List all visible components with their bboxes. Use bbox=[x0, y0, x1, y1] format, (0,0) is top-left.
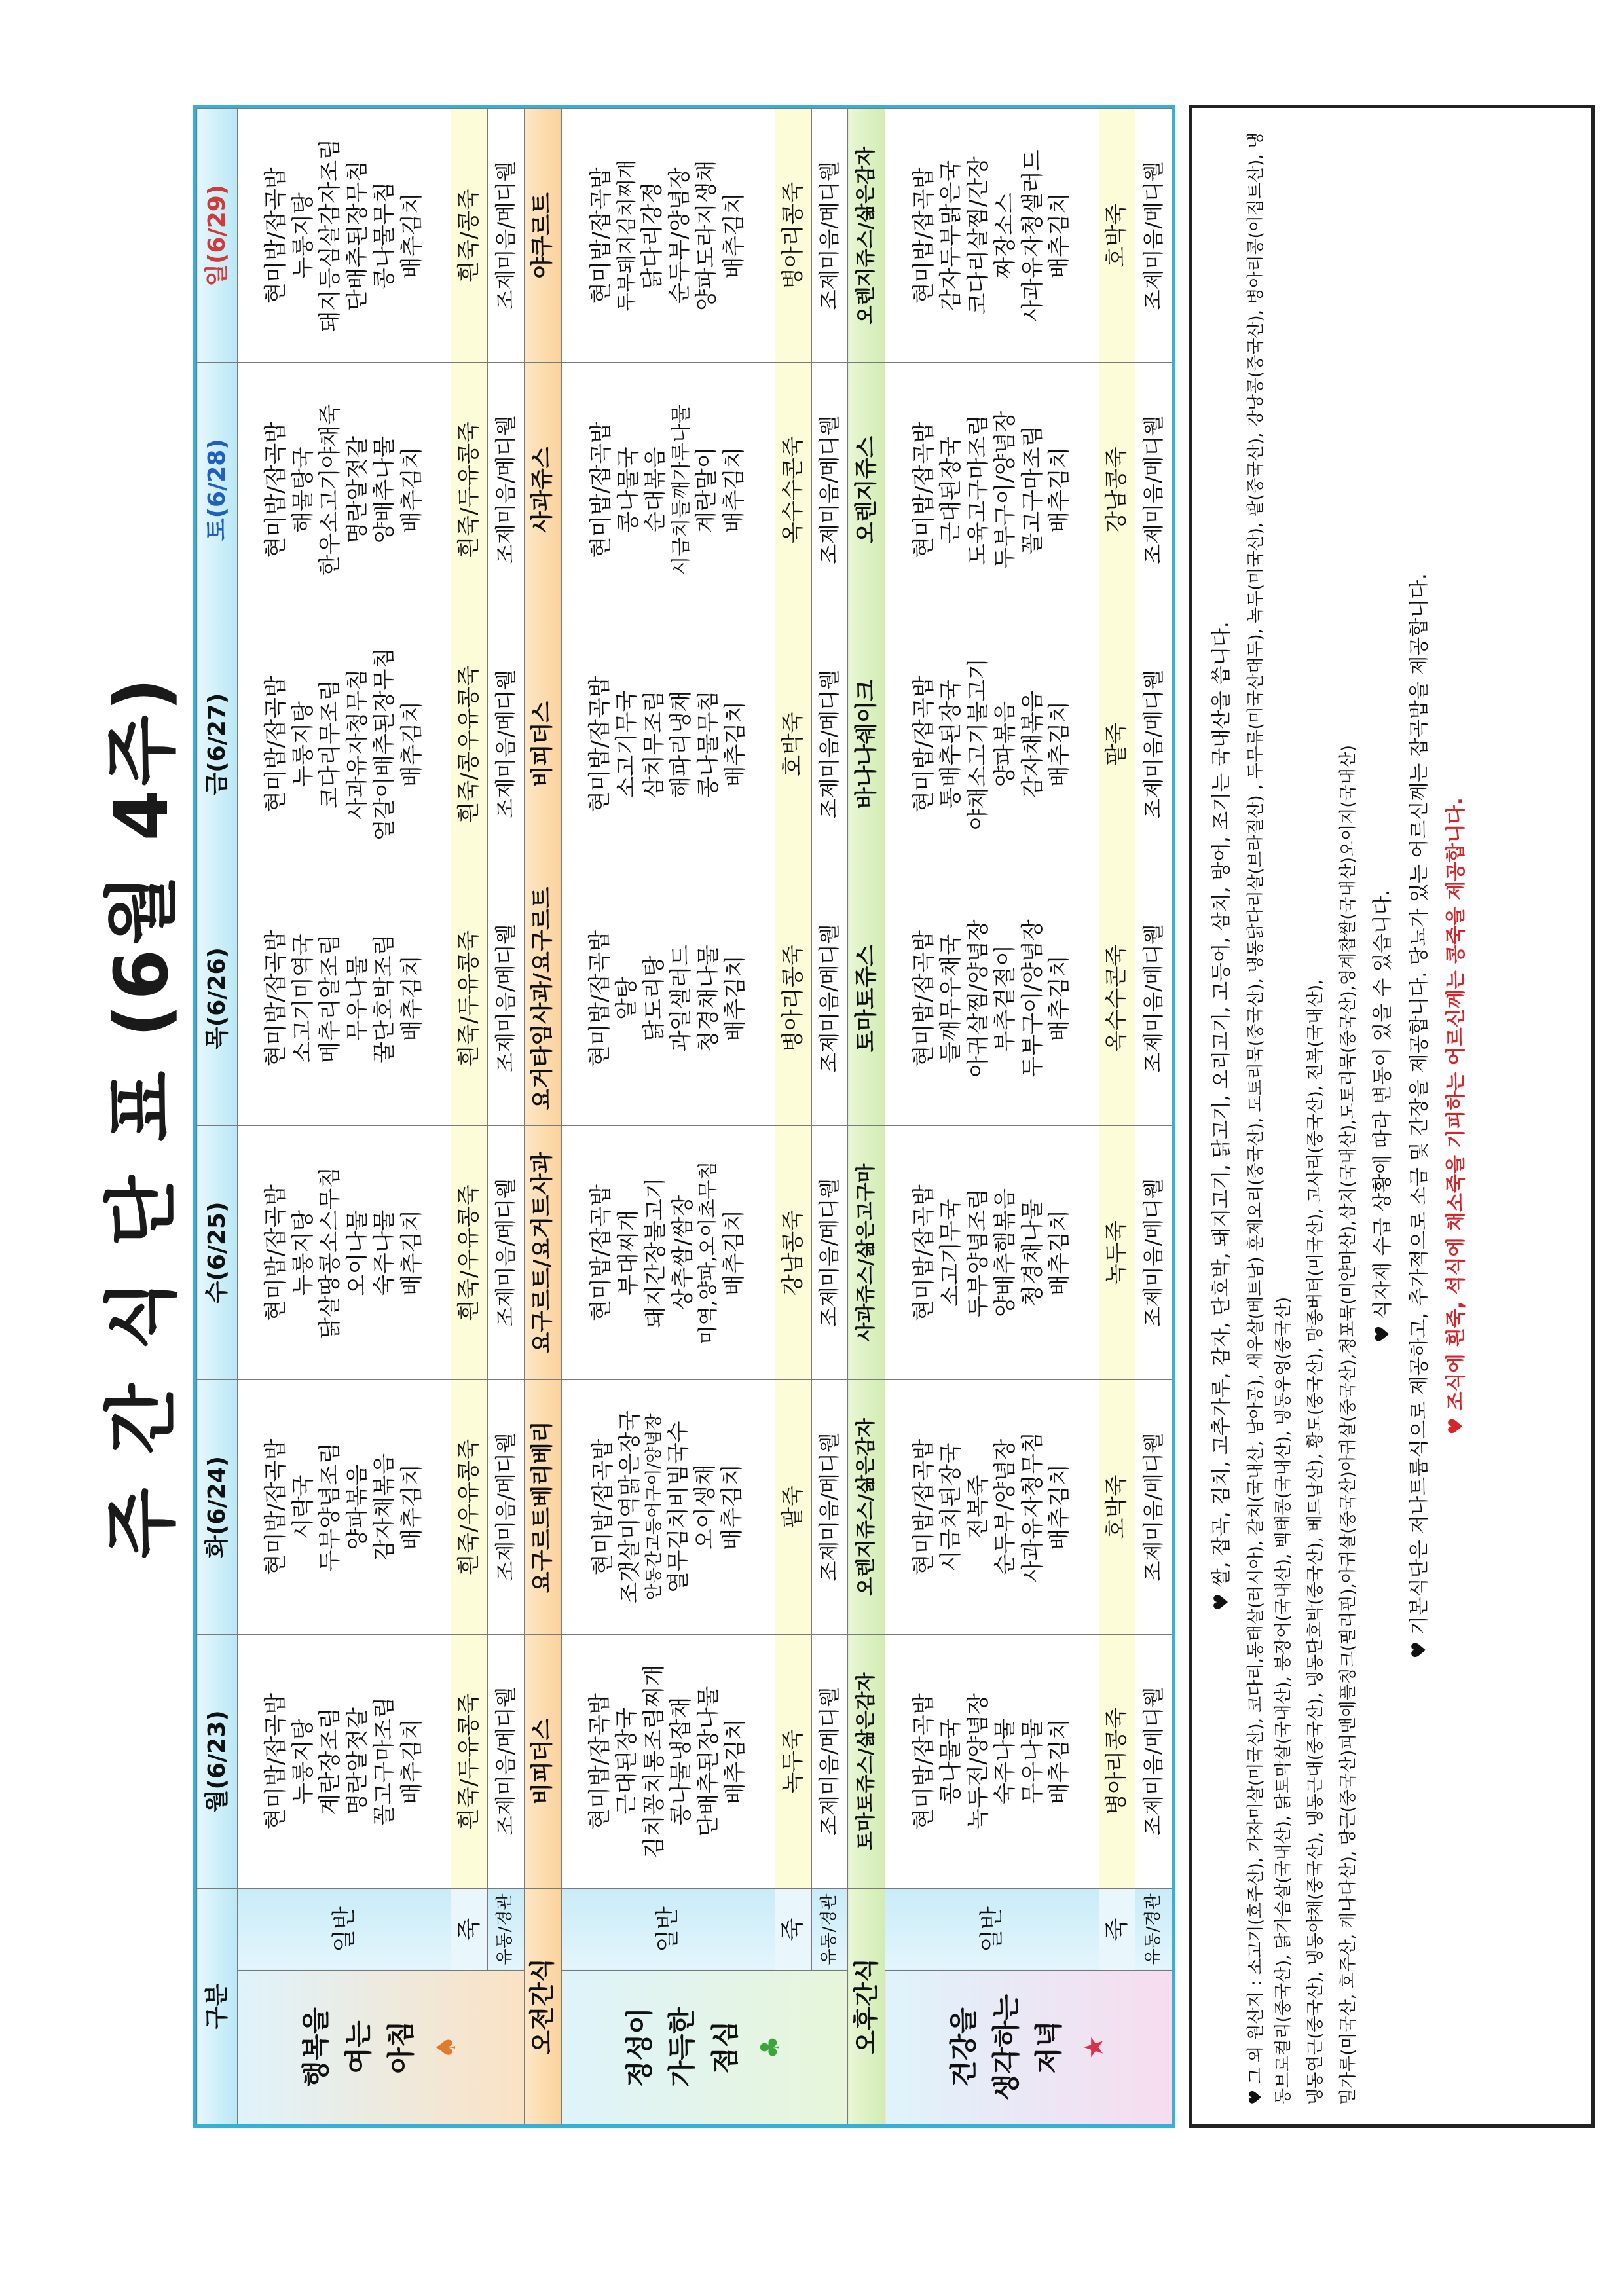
dish: 숙주나물 bbox=[371, 1209, 398, 1296]
dish: 순두부/양념장 bbox=[992, 1438, 1019, 1576]
dish: 현미밥/잡곡밥 bbox=[910, 421, 937, 558]
dish: 현미밥/잡곡밥 bbox=[588, 167, 615, 304]
dish: 양배추나물 bbox=[371, 436, 398, 544]
breakfast-label bbox=[238, 1971, 525, 2124]
dish: 배추김치 bbox=[722, 1718, 749, 1804]
dinner-label-line: 저녁 bbox=[1033, 2020, 1065, 2074]
breakfast-diet-tue: 조제미음/메디웰 bbox=[487, 1380, 524, 1634]
lunch-diet-tue: 조제미음/메디웰 bbox=[811, 1380, 848, 1634]
dish: 배추김치 bbox=[722, 701, 749, 788]
dish: 조갯살미역맑은장국 bbox=[617, 1410, 644, 1604]
lunch-juk-sat: 옥수수콘죽 bbox=[775, 363, 812, 617]
dish: 닭도리탕 bbox=[640, 955, 667, 1042]
breakfast-diet-mon: 조제미음/메디웰 bbox=[487, 1634, 524, 1888]
dish: 현미밥/잡곡밥 bbox=[910, 676, 937, 812]
dish: 청경채나물 bbox=[1019, 1199, 1046, 1307]
note-origin-detail: ♥ 그 외 원산지 : 소고기(호주산), 가자미살(미국산), 코다리,동태살(러시아), 갈치(국내산, 남아공), 새우살(베트남) 훈제오리(중국산), 도토리묵(중국산), 냉동닭다리살(브라질산) , 두무류(미국산대두), 녹두(미국산), 팥(중국산), 강낭콩(중국산), 병아리콩(이집트산), 냉동브로컬리(중국산), 닭가슴살(국내산), 닭토막살(국내산), 붕장어(국내산), 백태콩(국내산), 냉동우엉(중국산) bbox=[1246, 132, 1293, 2105]
dish: 단배추된장나물 bbox=[695, 1686, 722, 1837]
breakfast-juk-fri: 흰죽/콩우유콩죽 bbox=[451, 617, 488, 871]
note-origin-detail-3: 밀가루(미국산, 호주산, 캐나다산), 당근(중국산)피맨애플칭크(필리핀),아귀살(중국산)아귀살(중국산),청포묵(미얀마산),삼치(국내산),도토리묵(중국산),영계찹쌀(국내산)오이지(국내산) bbox=[1338, 744, 1358, 2105]
dish: 오이나물 bbox=[344, 1209, 371, 1296]
dish: 콩나물국 bbox=[938, 1718, 965, 1804]
am-snack-fri: 비피더스 bbox=[524, 617, 561, 871]
breakfast-juk-tue: 흰죽/우유콩죽 bbox=[451, 1380, 488, 1634]
dish: 열무김치비빔국수 bbox=[665, 1421, 692, 1594]
header-day-wed: 수(6/25) bbox=[197, 1125, 238, 1379]
dish: 현미밥/잡곡밥 bbox=[910, 1693, 937, 1830]
dish: 두부구이/양념장 bbox=[992, 410, 1019, 569]
dish: 명란알젓갈 bbox=[344, 1707, 371, 1815]
dish: 배추김치 bbox=[1046, 192, 1073, 279]
dish: 사과유자청무침 bbox=[344, 668, 371, 820]
breakfast-mon bbox=[238, 1634, 451, 1888]
lunch-sat bbox=[561, 363, 775, 617]
lunch-diet-wed: 조제미음/메디웰 bbox=[811, 1125, 848, 1379]
notes-box bbox=[1189, 105, 1595, 2128]
dish: 누룽지탕 bbox=[289, 1209, 316, 1296]
pm-snack-wed: 사과쥬스/삶은고구마 bbox=[848, 1125, 885, 1379]
dish: 현미밥/잡곡밥 bbox=[586, 930, 613, 1067]
breakfast-diet-fri: 조제미음/메디웰 bbox=[487, 617, 524, 871]
note-basic-diet: ♥ 기본식단은 저나트륨식으로 제공하고, 추가적으로 소금 및 간장을 제공합니다. 당뇨가 있는 어르신께는 잡곡밥을 제공합니다. bbox=[1408, 574, 1431, 1659]
dish: 배추김치 bbox=[719, 1464, 746, 1550]
breakfast-sat bbox=[238, 363, 451, 617]
am-snack-sat: 사과쥬스 bbox=[524, 363, 561, 617]
dish: 아귀살찜/양념장 bbox=[965, 919, 991, 1078]
am-snack-label: 오전간식 bbox=[524, 1889, 561, 2124]
dish: 부대찌개 bbox=[615, 1209, 642, 1296]
am-snack-mon: 비피더스 bbox=[524, 1634, 561, 1888]
spade-icon: ♠ bbox=[431, 2035, 462, 2059]
dish: 야채소고기불고기 bbox=[965, 658, 991, 830]
dish: 무우나물 bbox=[344, 955, 371, 1042]
dish: 배추김치 bbox=[1046, 1464, 1073, 1550]
dish: 두부양념조림 bbox=[317, 1442, 344, 1572]
lunch-diet-label: 유동/경관 bbox=[811, 1889, 848, 1971]
lunch-thu bbox=[561, 871, 775, 1125]
dish: 배추김치 bbox=[398, 446, 425, 533]
breakfast-label-line: 여는 bbox=[342, 2020, 375, 2074]
dish: 전복죽 bbox=[965, 1474, 991, 1540]
dish: 배추김치 bbox=[398, 192, 425, 279]
lunch-diet-mon: 조제미음/메디웰 bbox=[811, 1634, 848, 1888]
breakfast-juk-sun: 흰죽/콩죽 bbox=[451, 109, 488, 363]
star-icon: ★ bbox=[1079, 2035, 1110, 2059]
dish: 짜장소스 bbox=[992, 192, 1019, 279]
dinner-sat bbox=[885, 363, 1099, 617]
dish: 과일샐러드 bbox=[668, 944, 695, 1053]
dinner-juk-wed: 녹두죽 bbox=[1099, 1125, 1135, 1379]
dish: 순대볶음 bbox=[642, 446, 669, 533]
dish: 콩나물무침 bbox=[371, 181, 398, 289]
dish: 해물탕국 bbox=[289, 446, 316, 533]
dish: 얼갈이배추된장무침 bbox=[371, 647, 398, 841]
dish: 숙주나물 bbox=[992, 1718, 1019, 1804]
lunch-tue bbox=[561, 1380, 775, 1634]
dish: 감자채볶음 bbox=[371, 1453, 398, 1561]
dish: 배추김치 bbox=[722, 955, 749, 1042]
dinner-juk-sat: 강남콩죽 bbox=[1099, 363, 1135, 617]
dish: 코다리살찜/간장 bbox=[965, 156, 991, 315]
dish: 닭다리강정 bbox=[639, 181, 666, 289]
dish: 현미밥/잡곡밥 bbox=[910, 167, 937, 304]
breakfast-wed bbox=[238, 1125, 451, 1379]
dish: 현미밥/잡곡밥 bbox=[910, 1184, 937, 1321]
dish: 현미밥/잡곡밥 bbox=[589, 1438, 616, 1576]
dish: 배추김치 bbox=[398, 1209, 425, 1296]
dinner-tue bbox=[885, 1380, 1099, 1634]
dish: 배추김치 bbox=[398, 701, 425, 788]
dish: 시금치들깨가루나물 bbox=[669, 404, 693, 575]
dish: 배추김치 bbox=[720, 446, 747, 533]
header-day-fri: 금(6/27) bbox=[197, 617, 238, 871]
dish: 한우소고기야채죽 bbox=[317, 403, 344, 576]
dish: 근대된장국 bbox=[614, 1707, 640, 1815]
dinner-diet-fri: 조제미음/메디웰 bbox=[1135, 617, 1172, 871]
dinner-diet-sun: 조제미음/메디웰 bbox=[1135, 109, 1172, 363]
dish: 현미밥/잡곡밥 bbox=[586, 1693, 613, 1830]
dish: 감자두부맑은국 bbox=[938, 160, 965, 311]
dish: 현미밥/잡곡밥 bbox=[263, 167, 289, 304]
lunch-label-line: 점심 bbox=[709, 2020, 741, 2074]
dish: 근대된장국 bbox=[938, 436, 965, 544]
header-day-mon: 월(6/23) bbox=[197, 1634, 238, 1888]
dinner-juk-sun: 호박죽 bbox=[1099, 109, 1135, 363]
dish: 현미밥/잡곡밥 bbox=[586, 676, 613, 812]
dish: 배추김치 bbox=[1046, 701, 1073, 788]
dish: 감자채볶음 bbox=[1019, 690, 1046, 798]
dish: 두부구이/양념장 bbox=[1019, 919, 1046, 1078]
header-day-tue: 화(6/24) bbox=[197, 1380, 238, 1634]
dish: 단배추된장무침 bbox=[344, 160, 371, 311]
dish: 양파볶음 bbox=[992, 701, 1019, 788]
dish: 해파리냉채 bbox=[668, 690, 695, 798]
lunch-label-line: 정성이 bbox=[623, 2007, 656, 2087]
dish: 김치꽁치통조림찌개 bbox=[640, 1664, 667, 1859]
pm-snack-label: 오후간식 bbox=[848, 1889, 885, 2124]
header-gubun: 구분 bbox=[197, 1889, 238, 2124]
dish: 무우나물 bbox=[1019, 1718, 1046, 1804]
am-snack-tue: 요구르트베리베리 bbox=[524, 1380, 561, 1634]
dish: 현미밥/잡곡밥 bbox=[263, 1693, 289, 1830]
dish: 도육고구마조림 bbox=[965, 414, 991, 566]
dish: 돼지간장불고기 bbox=[642, 1177, 669, 1328]
lunch-wed bbox=[561, 1125, 775, 1379]
menu-table bbox=[196, 108, 1172, 2124]
dinner-label-line: 생각하는 bbox=[990, 1994, 1023, 2101]
lunch-sun bbox=[561, 109, 775, 363]
dish: 두부양념조림 bbox=[965, 1188, 991, 1317]
breakfast-thu bbox=[238, 871, 451, 1125]
dish: 계란말이 bbox=[693, 446, 720, 533]
dish: 소고기미역국 bbox=[289, 934, 316, 1063]
lunch-juk-label: 죽 bbox=[775, 1889, 812, 1971]
am-snack-thu: 요거타임사과/요구르트 bbox=[524, 871, 561, 1125]
dish: 미역,양파,오이초무침 bbox=[697, 1161, 720, 1345]
lunch-diet-thu: 조제미음/메디웰 bbox=[811, 871, 848, 1125]
lunch-juk-thu: 병아리콩죽 bbox=[775, 871, 812, 1125]
club-icon: ♣ bbox=[755, 2035, 786, 2059]
dish: 꿀단호박조림 bbox=[371, 934, 398, 1063]
breakfast-sun bbox=[238, 109, 451, 363]
dish: 녹두전/양념장 bbox=[965, 1693, 991, 1830]
dinner-juk-tue: 호박죽 bbox=[1099, 1380, 1135, 1634]
pm-snack-mon: 토마토쥬스/삶은감자 bbox=[848, 1634, 885, 1888]
pm-snack-sat: 오렌지쥬스 bbox=[848, 363, 885, 617]
dinner-diet-wed: 조제미음/메디웰 bbox=[1135, 1125, 1172, 1379]
breakfast-diet-thu: 조제미음/메디웰 bbox=[487, 871, 524, 1125]
dish: 양파볶음 bbox=[344, 1464, 371, 1550]
dinner-label-line: 건강을 bbox=[948, 2007, 980, 2087]
lunch-label bbox=[561, 1971, 848, 2124]
dinner-thu bbox=[885, 871, 1099, 1125]
pm-snack-sun: 오렌지쥬스/삶은감자 bbox=[848, 109, 885, 363]
dinner-juk-mon: 병아리콩죽 bbox=[1099, 1634, 1135, 1888]
am-snack-sun: 야쿠르트 bbox=[524, 109, 561, 363]
dish: 배추김치 bbox=[1046, 1718, 1073, 1804]
dish: 사과유자청샐러드 bbox=[1019, 149, 1046, 322]
lunch-diet-fri: 조제미음/메디웰 bbox=[811, 617, 848, 871]
dish: 꼴고구마조림 bbox=[1019, 425, 1046, 555]
dish: 누룽지탕 bbox=[289, 1718, 316, 1804]
dish: 시락국 bbox=[289, 1474, 316, 1540]
dish: 양배추햄볶음 bbox=[992, 1188, 1019, 1317]
breakfast-label-line: 아침 bbox=[384, 2020, 417, 2074]
note-porridge-warning: ♥ 조식에 흰죽, 석식에 채소죽을 기피하는 어르신께는 콩죽을 제공합니다. bbox=[1445, 797, 1468, 1435]
lunch-diet-sun: 조제미음/메디웰 bbox=[811, 109, 848, 363]
breakfast-diet-sat: 조제미음/메디웰 bbox=[487, 363, 524, 617]
breakfast-diet-sun: 조제미음/메디웰 bbox=[487, 109, 524, 363]
dish: 현미밥/잡곡밥 bbox=[263, 421, 289, 558]
dish: 배추김치 bbox=[1046, 446, 1073, 533]
lunch-general-label: 일반 bbox=[561, 1889, 775, 1971]
menu-sheet bbox=[82, 92, 1608, 2141]
dish: 현미밥/잡곡밥 bbox=[263, 930, 289, 1067]
header-day-sat: 토(6/28) bbox=[197, 363, 238, 617]
page-title: 주 간 식 단 표 (6월 4주) bbox=[100, 674, 185, 1559]
dish: 순두부/양념장 bbox=[666, 167, 693, 304]
dinner-general-label: 일반 bbox=[885, 1889, 1099, 1971]
dinner-mon bbox=[885, 1634, 1099, 1888]
breakfast-tue bbox=[238, 1380, 451, 1634]
dish: 배추김치 bbox=[398, 955, 425, 1042]
breakfast-general-label: 일반 bbox=[238, 1889, 451, 1971]
dinner-label bbox=[885, 1971, 1172, 2124]
dinner-diet-tue: 조제미음/메디웰 bbox=[1135, 1380, 1172, 1634]
dish: 사과유자청무침 bbox=[1019, 1431, 1046, 1582]
note-origin: ♥ 쌀, 잡곡, 김치, 고추가루, 감자, 단호박, 돼지고기, 닭고기, 오리고기, 고등어, 삼치, 방어, 조기는 국내산을 씁니다. bbox=[1210, 621, 1233, 1611]
lunch-juk-mon: 녹두죽 bbox=[775, 1634, 812, 1888]
dish: 부추겉절이 bbox=[992, 944, 1019, 1053]
dinner-diet-thu: 조제미음/메디웰 bbox=[1135, 871, 1172, 1125]
breakfast-diet-label: 유동/경관 bbox=[487, 1889, 524, 1971]
dish: 통배추된장국 bbox=[938, 680, 965, 809]
lunch-fri bbox=[561, 617, 775, 871]
dish: 배추김치 bbox=[398, 1718, 425, 1804]
dish: 배추김치 bbox=[398, 1464, 425, 1550]
dish: 삼치무조림 bbox=[640, 690, 667, 798]
dish: 소고기무국 bbox=[614, 690, 640, 798]
breakfast-juk-mon: 흰죽/두유콩죽 bbox=[451, 1634, 488, 1888]
lunch-diet-sat: 조제미음/메디웰 bbox=[811, 363, 848, 617]
breakfast-juk-thu: 흰죽/두유콩죽 bbox=[451, 871, 488, 1125]
header-day-thu: 목(6/26) bbox=[197, 871, 238, 1125]
pm-snack-fri: 바나나쉐이크 bbox=[848, 617, 885, 871]
dish: 소고기무국 bbox=[938, 1199, 965, 1307]
dinner-juk-fri: 팥죽 bbox=[1099, 617, 1135, 871]
dish: 들깨무우채국 bbox=[938, 934, 965, 1063]
dinner-juk-label: 죽 bbox=[1099, 1889, 1135, 1971]
dish: 콩나물국 bbox=[615, 446, 642, 533]
lunch-label-line: 가득한 bbox=[666, 2007, 699, 2087]
dish: 콩나물냉잡채 bbox=[668, 1696, 695, 1826]
dish: 두부돼지김치찌개 bbox=[615, 159, 638, 312]
breakfast-label-line: 행복을 bbox=[299, 2007, 332, 2087]
dish: 배추김치 bbox=[1046, 955, 1073, 1042]
menu-table-frame bbox=[193, 105, 1175, 2128]
dish: 닭살땅콩소스무침 bbox=[317, 1167, 344, 1339]
lunch-mon bbox=[561, 1634, 775, 1888]
dish: 현미밥/잡곡밥 bbox=[910, 1438, 937, 1576]
dinner-diet-sat: 조제미음/메디웰 bbox=[1135, 363, 1172, 617]
dish: 명란알젓갈 bbox=[344, 436, 371, 544]
note-origin-detail-2: 냉동연근(중국산), 냉동야채(중국산), 냉동근대(중국산), 냉동단호박(중국산), 베트남산), 황도(중국산), 망종버터(미국산), 고사리(중국산), 전복(국내산), bbox=[1306, 979, 1326, 2105]
dish: 안동간고등어구이/양념장 bbox=[644, 1413, 664, 1601]
dinner-sun bbox=[885, 109, 1099, 363]
dish: 양파도라지생채 bbox=[693, 160, 720, 311]
dish: 콩나물무침 bbox=[695, 690, 722, 798]
dish: 오이생채 bbox=[692, 1464, 718, 1550]
dish: 알탕 bbox=[614, 977, 640, 1020]
dish: 현미밥/잡곡밥 bbox=[263, 1184, 289, 1321]
dinner-juk-thu: 옥수수콘죽 bbox=[1099, 871, 1135, 1125]
dish: 현미밥/잡곡밥 bbox=[588, 1184, 615, 1321]
dish: 계란장조림 bbox=[317, 1707, 344, 1815]
lunch-juk-wed: 강남콩죽 bbox=[775, 1125, 812, 1379]
breakfast-juk-wed: 흰죽/우유콩죽 bbox=[451, 1125, 488, 1379]
dish: 상추쌈/쌈장 bbox=[669, 1195, 696, 1311]
dish: 메추리알조림 bbox=[317, 934, 344, 1063]
breakfast-juk-label: 죽 bbox=[451, 1889, 488, 1971]
dish: 누룽지탕 bbox=[289, 192, 316, 279]
dish: 현미밥/잡곡밥 bbox=[588, 421, 615, 558]
dinner-diet-label: 유동/경관 bbox=[1135, 1889, 1172, 1971]
am-snack-wed: 요구르트/요거트사과 bbox=[524, 1125, 561, 1379]
dish: 누룽지탕 bbox=[289, 701, 316, 788]
note-supply: ♥ 식자재 수급 상황에 따라 변동이 있을 수 있습니다. bbox=[1371, 889, 1395, 1343]
dish: 현미밥/잡곡밥 bbox=[263, 676, 289, 812]
lunch-juk-tue: 팥죽 bbox=[775, 1380, 812, 1634]
dinner-diet-mon: 조제미음/메디웰 bbox=[1135, 1634, 1172, 1888]
dish: 청경채나물 bbox=[695, 944, 722, 1053]
breakfast-juk-sat: 흰죽/두유콩죽 bbox=[451, 363, 488, 617]
dish: 시금치된장국 bbox=[938, 1442, 965, 1572]
pm-snack-tue: 오렌지쥬스/삶은감자 bbox=[848, 1380, 885, 1634]
pm-snack-thu: 토마토쥬스 bbox=[848, 871, 885, 1125]
lunch-juk-sun: 병아리콩죽 bbox=[775, 109, 812, 363]
dish: 현미밥/잡곡밥 bbox=[263, 1438, 289, 1576]
dish: 꼴고구마조림 bbox=[371, 1696, 398, 1826]
dish: 배추김치 bbox=[720, 1209, 747, 1296]
dish: 배추김치 bbox=[720, 192, 747, 279]
header-day-sun: 일(6/29) bbox=[197, 109, 238, 363]
dinner-fri bbox=[885, 617, 1099, 871]
dish: 코다리무조림 bbox=[317, 680, 344, 809]
lunch-juk-fri: 호박죽 bbox=[775, 617, 812, 871]
dish: 배추김치 bbox=[1046, 1209, 1073, 1296]
breakfast-fri bbox=[238, 617, 451, 871]
breakfast-diet-wed: 조제미음/메디웰 bbox=[487, 1125, 524, 1379]
dish: 돼지등심살감자조림 bbox=[317, 138, 344, 333]
dinner-wed bbox=[885, 1125, 1099, 1379]
dish: 현미밥/잡곡밥 bbox=[910, 930, 937, 1067]
